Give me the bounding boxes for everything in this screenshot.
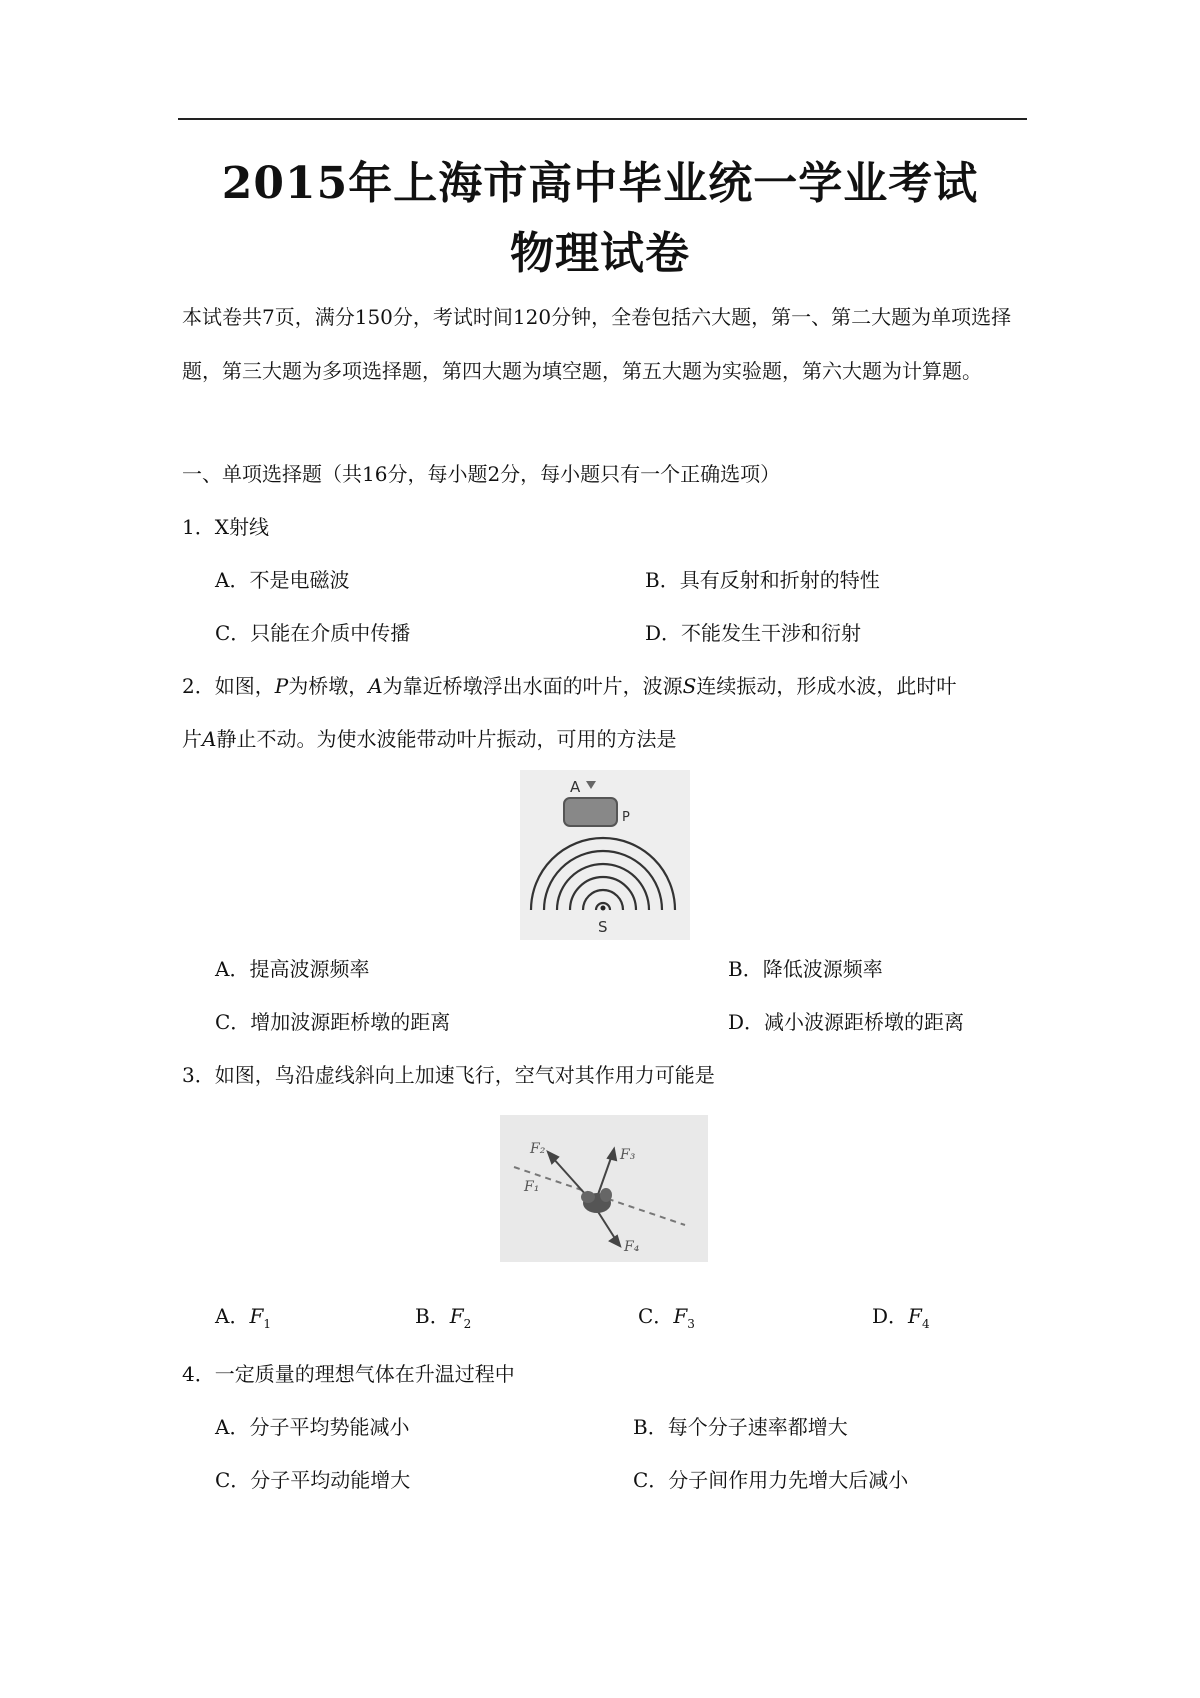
question-1-stem: 1．X射线 [182,515,269,539]
question-2-stem-line2: 片A静止不动。为使水波能带动叶片振动，可用的方法是 [182,727,677,751]
fig-label-f2: F₂ [530,1141,546,1157]
fig-label-s: S [598,918,608,936]
q2-option-c: C．增加波源距桥墩的距离 [215,1010,451,1034]
fig-label-a: A [570,778,581,796]
exam-subtitle: 物理试卷 [510,228,690,279]
exam-title: 2015年上海市高中毕业统一学业考试 [221,158,979,209]
q3-option-b: B．$F_2$ [415,1304,472,1331]
section-heading: 一、单项选择题（共16分，每小题2分，每小题只有一个正确选项） [182,462,781,486]
q2-option-b: B．降低波源频率 [728,957,883,981]
q4-option-b: B．每个分子速率都增大 [633,1415,848,1439]
exam-instructions: 本试卷共7页，满分150分，考试时间120分钟，全卷包括六大题，第一、第二大题为单项选择题，第三大题为多项选择题，第四大题为填空题，第五大题为实验题，第六大题为计算题。 [182,305,1012,383]
question-3-stem: 3．如图，鸟沿虚线斜向上加速飞行，空气对其作用力可能是 [182,1063,715,1087]
q4-option-c2: C．分子间作用力先增大后减小 [633,1468,909,1492]
top-rule [178,118,1027,120]
q4-option-c: C．分子平均动能增大 [215,1468,411,1492]
q1-option-b: B．具有反射和折射的特性 [645,568,880,592]
q4-option-a: A．分子平均势能减小 [215,1415,410,1439]
question-2-stem-line1: 2．如图，P为桥墩，A为靠近桥墩浮出水面的叶片，波源S连续振动，形成水波，此时叶 [182,674,957,698]
q2-wave-figure [520,770,690,940]
fig-label-f1: F₁ [524,1179,540,1195]
bridge-pier-block [564,798,617,826]
wave-source-dot [601,906,606,911]
q3-option-d: D．$F_4$ [872,1304,930,1331]
q1-option-a: A．不是电磁波 [215,568,350,592]
q3-option-a: A．$F_1$ [215,1304,271,1331]
q2-option-a: A．提高波源频率 [215,957,370,981]
q3-option-c: C．$F_3$ [638,1304,695,1331]
fig-label-f3: F₃ [620,1147,636,1163]
fig-label-p: P [622,810,630,825]
q2-option-d: D．减小波源距桥墩的距离 [728,1010,965,1034]
q3-bird-figure [500,1115,708,1262]
fig-label-f4: F₄ [624,1239,640,1255]
question-4-stem: 4．一定质量的理想气体在升温过程中 [182,1362,515,1386]
q1-option-d: D．不能发生干涉和衍射 [645,621,862,645]
q1-option-c: C．只能在介质中传播 [215,621,411,645]
